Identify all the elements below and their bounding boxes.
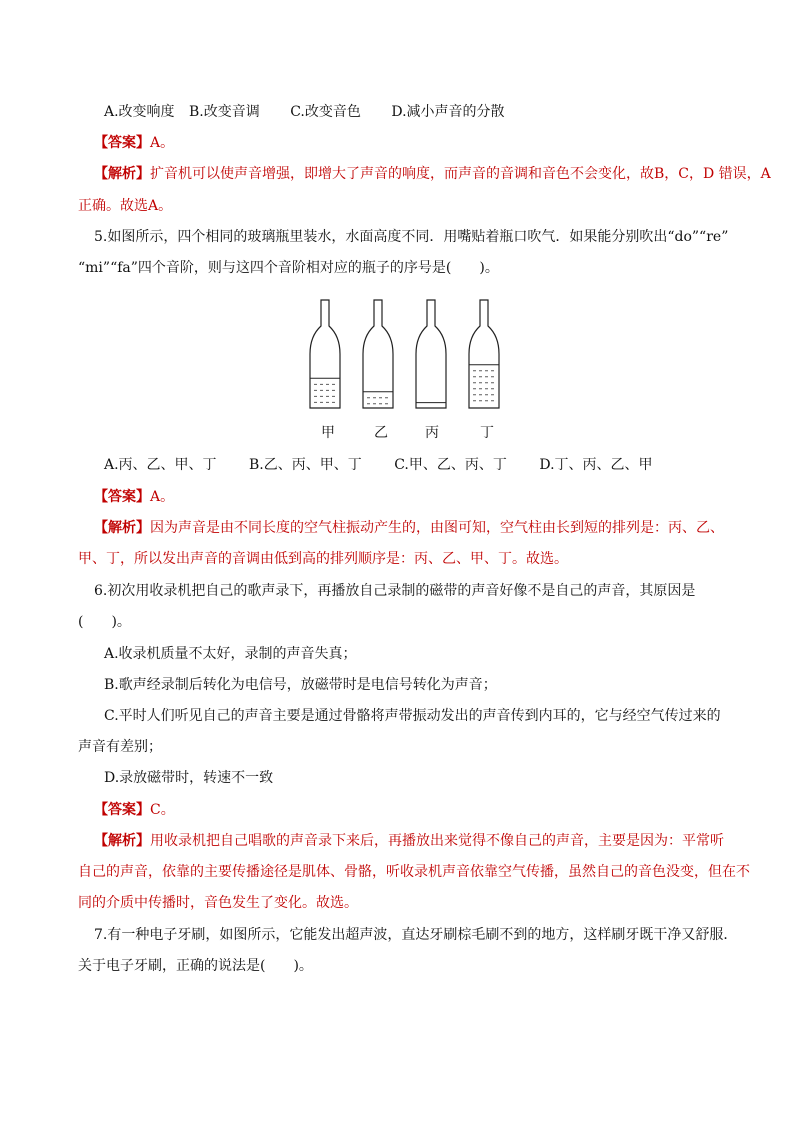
q4-option-a: A.改变响度 [104,104,175,120]
q5-option-a: A.丙、乙、甲、丁 [104,457,217,473]
bottle-label-yi: 乙 [374,425,388,441]
q4-option-b: B.改变音调 [189,104,260,120]
q5-option-d: D.丁、丙、乙、甲 [539,457,653,473]
q6-answer [94,800,175,820]
q4-analysis-cont: 正确。故选A。 [78,198,173,214]
q6-stem-cont: ( )。 [78,614,131,630]
answer-tag: 【答案】 [94,489,150,505]
q4-analysis [94,164,771,184]
bottle-label-bing: 丙 [425,425,439,441]
q6-option-b: B.歌声经录制后转化为电信号，放磁带时是电信号转化为声音； [104,677,497,693]
bottle-label-ding: 丁 [480,425,494,441]
q4-answer [94,133,174,153]
q6-stem: 6.初次用收录机把自己的歌声录下，再播放自己录制的磁带的声音好像不是自己的声音，其原因是 [94,583,696,599]
q6-analysis-cont2: 同的介质中传播时，音色发生了变化。故选。 [78,895,358,911]
q4-option-c: C.改变音色 [290,104,361,120]
bottle-label-jia: 甲 [321,425,335,441]
q6-option-c-cont: 声音有差别； [78,739,162,755]
bottle-2 [363,300,393,408]
answer-value: A。 [150,489,175,505]
q5-analysis-cont: 甲、丁，所以发出声音的音调由低到高的排列顺序是：丙、乙、甲、丁。故选。 [78,551,568,567]
q7-stem: 7.有一种电子牙刷，如图所示，它能发出超声波，直达牙刷棕毛刷不到的地方，这样刷牙既干净又舒服． [94,927,738,943]
q7-stem-cont: 关于电子牙刷，正确的说法是( )。 [78,958,313,974]
bottle-4 [469,300,499,408]
analysis-tag: 【解析】 [94,520,150,536]
answer-value: C。 [150,802,175,818]
q4-options [104,102,505,122]
q6-option-a: A.收录机质量不太好，录制的声音失真； [104,646,357,662]
bottle-3 [416,300,446,408]
answer-value: A。 [150,135,175,151]
q6-option-c: C.平时人们听见自己的声音主要是通过骨骼将声带振动发出的声音传到内耳的，它与经空气传过来的 [104,708,721,724]
bottle-1 [310,300,340,408]
q6-analysis-cont: 自己的声音，依靠的主要传播途径是肌体、骨骼，听收录机声音依靠空气传播，虽然自己的音色没变，但在不 [78,864,750,880]
q5-analysis [94,518,724,538]
q6-option-d: D.录放磁带时，转速不一致 [104,770,274,786]
q5-stem: 5.如图所示，四个相同的玻璃瓶里装水，水面高度不同．用嘴贴着瓶口吹气．如果能分别吹出“do”“re” [94,229,729,245]
analysis-text: 用收录机把自己唱歌的声音录下来后，再播放出来觉得不像自己的声音，主要是因为：平常听 [150,833,724,849]
q5-stem-cont: “mi”“fa”四个音阶，则与这四个音阶相对应的瓶子的序号是( )。 [78,260,499,276]
analysis-text: 扩音机可以使声音增强，即增大了声音的响度，而声音的音调和音色不会变化，故B，C，D 错误，A [150,166,771,182]
q5-answer [94,487,174,507]
q5-option-c: C.甲、乙、丙、丁 [394,457,507,473]
answer-tag: 【答案】 [94,802,150,818]
q4-option-d: D.减小声音的分散 [391,104,505,120]
q5-options [104,455,653,475]
q6-analysis [94,831,724,851]
analysis-tag: 【解析】 [94,833,150,849]
q5-option-b: B.乙、丙、甲、丁 [249,457,362,473]
analysis-text: 因为声音是由不同长度的空气柱振动产生的，由图可知，空气柱由长到短的排列是：丙、乙、 [150,520,724,536]
answer-tag: 【答案】 [94,135,150,151]
analysis-tag: 【解析】 [94,166,150,182]
